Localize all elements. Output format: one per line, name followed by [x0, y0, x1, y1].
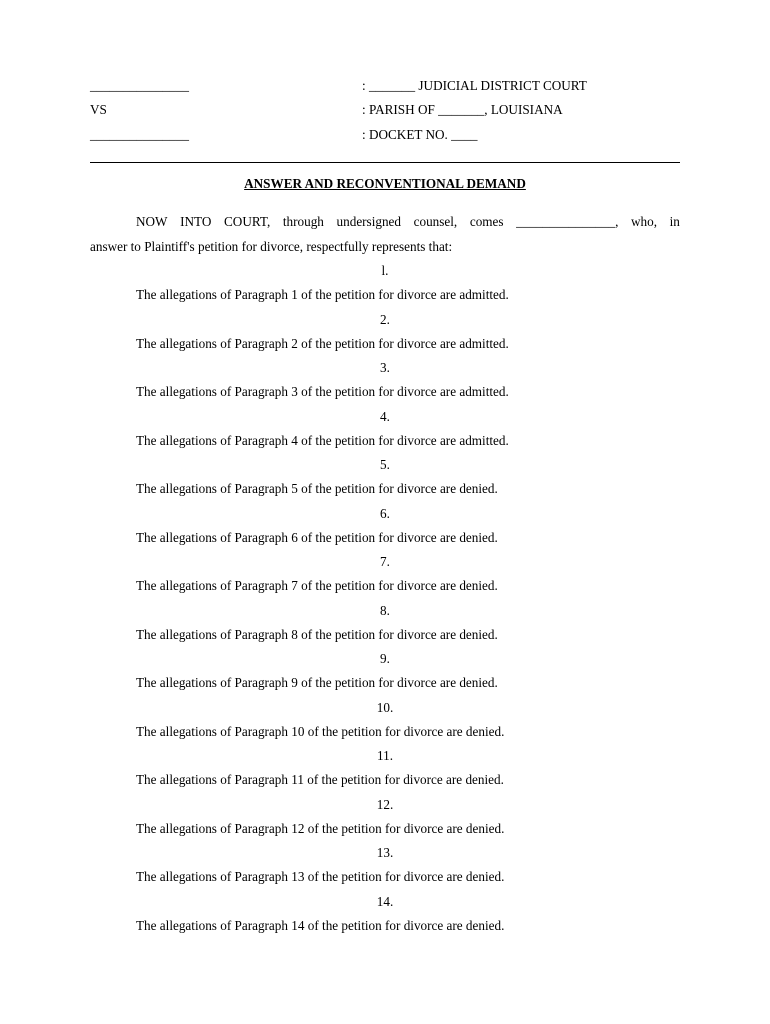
paragraph-number: 13. [376, 845, 394, 860]
paragraph-number: 9. [380, 651, 390, 666]
paragraph-text: The allegations of Paragraph 12 of the petition for divorce are denied. [136, 820, 505, 836]
paragraph-text: The allegations of Paragraph 14 of the petition for divorce are denied. [136, 917, 505, 933]
intro-word: COURT, [224, 214, 271, 229]
plaintiff-name-blank: _______________ [90, 78, 189, 93]
paragraph-text: The allegations of Paragraph 5 of the petition for divorce are denied. [136, 481, 498, 496]
intro-word: INTO [180, 214, 212, 229]
defendant-name-blank: _______________ [90, 127, 189, 142]
paragraph-number: 8. [380, 602, 390, 618]
paragraph-number: 11. [377, 748, 393, 763]
intro-word: through [282, 214, 324, 229]
intro-word: counsel, [413, 214, 458, 229]
intro-word: undersigned [336, 214, 401, 229]
versus-label: VS [90, 102, 107, 117]
paragraph-text: The allegations of Paragraph 11 of the petition for divorce are denied. [136, 772, 504, 787]
paragraph-number: 14. [376, 893, 394, 909]
caption-divider [90, 162, 680, 163]
paragraph-text: The allegations of Paragraph 7 of the petition for divorce are denied. [136, 578, 498, 593]
paragraph-text: The allegations of Paragraph 8 of the petition for divorce are denied. [136, 626, 498, 642]
paragraph-number: l. [381, 263, 389, 278]
intro-word: comes [469, 214, 504, 229]
paragraph-text: The allegations of Paragraph 1 of the petition for divorce are admitted. [136, 287, 509, 302]
paragraph-text: The allegations of Paragraph 3 of the petition for divorce are admitted. [136, 384, 509, 399]
paragraph-number: 3. [380, 360, 390, 375]
caption-row-2 [90, 101, 690, 119]
paragraph-text: The allegations of Paragraph 10 of the petition for divorce are denied. [136, 723, 505, 739]
paragraph-text: The allegations of Paragraph 2 of the petition for divorce are admitted. [136, 335, 509, 351]
parish-line: : PARISH OF _______, LOUISIANA [362, 102, 563, 117]
paragraph-text: The allegations of Paragraph 13 of the petition for divorce are denied. [136, 869, 505, 884]
intro-word: _______________, [516, 214, 619, 229]
paragraph-text: The allegations of Paragraph 9 of the petition for divorce are denied. [136, 675, 498, 690]
document-title: ANSWER AND RECONVENTIONAL DEMAND [244, 176, 526, 191]
paragraph-text: The allegations of Paragraph 4 of the petition for divorce are admitted. [136, 432, 509, 448]
caption-row-1 [90, 77, 690, 95]
intro-line-1 [136, 213, 680, 231]
paragraph-number: 2. [380, 311, 390, 327]
paragraph-number: 7. [380, 554, 390, 569]
docket-number: : DOCKET NO. ____ [362, 127, 478, 142]
paragraph-number: 5. [380, 457, 390, 472]
caption-row-3 [90, 126, 690, 144]
paragraph-number: 10. [376, 699, 394, 715]
paragraph-number: 4. [380, 408, 390, 424]
paragraph-text: The allegations of Paragraph 6 of the petition for divorce are denied. [136, 529, 498, 545]
intro-word: NOW [136, 214, 168, 229]
paragraph-number: 12. [376, 796, 394, 812]
intro-line-2: answer to Plaintiff's petition for divorce, respectfully represents that: [90, 239, 453, 254]
court-name: : _______ JUDICIAL DISTRICT COURT [362, 78, 587, 93]
intro-word: who, [631, 214, 658, 229]
paragraph-number: 6. [380, 505, 390, 521]
intro-word: in [669, 214, 680, 229]
